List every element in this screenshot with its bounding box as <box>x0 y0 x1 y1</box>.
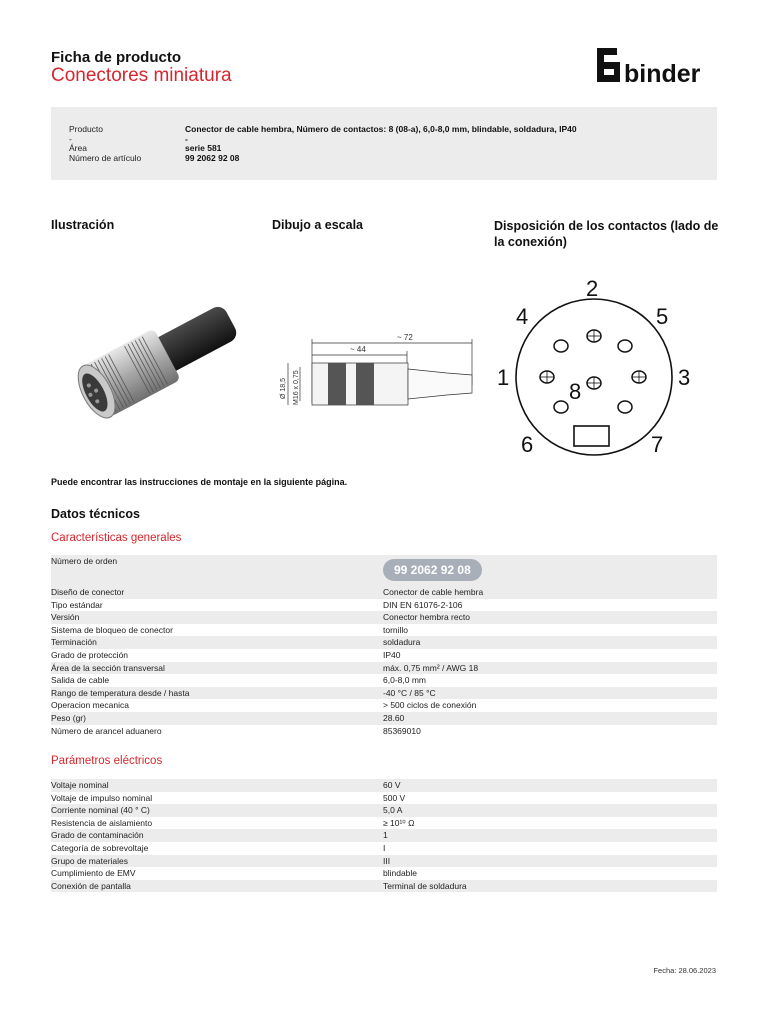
pin-label-7: 7 <box>651 432 664 456</box>
illustration-heading: Ilustración <box>51 218 115 232</box>
connector-illustration <box>51 276 256 441</box>
electrical-heading: Parámetros eléctricos <box>51 755 163 767</box>
date-footer: Fecha: 28.06.2023 <box>653 966 716 975</box>
table-row <box>51 555 717 586</box>
table-row <box>51 662 717 675</box>
spec-label: Terminación <box>51 636 383 649</box>
table-row <box>51 880 717 893</box>
table-row <box>51 636 717 649</box>
pin-label-4: 4 <box>516 304 529 329</box>
spec-value: 85369010 <box>383 725 717 738</box>
spec-value: I <box>383 842 717 855</box>
table-row <box>51 804 717 817</box>
table-row <box>51 779 717 792</box>
spec-value: máx. 0,75 mm² / AWG 18 <box>383 662 717 675</box>
spec-value: blindable <box>383 867 717 880</box>
spec-value: 60 V <box>383 779 717 792</box>
table-row <box>51 817 717 830</box>
pin-label-6: 6 <box>521 432 534 456</box>
spec-value: ≥ 10¹⁰ Ω <box>383 817 717 830</box>
order-label: Número de orden <box>51 555 383 586</box>
spec-label: Área de la sección transversal <box>51 662 383 675</box>
spec-value: 1 <box>383 829 717 842</box>
spec-value: tornillo <box>383 624 717 637</box>
spec-label: Peso (gr) <box>51 712 383 725</box>
info-value: serie 581 <box>185 143 222 153</box>
table-row <box>51 649 717 662</box>
spec-label: Cumplimiento de EMV <box>51 867 383 880</box>
pin-label-5: 5 <box>656 304 669 329</box>
info-label: Número de artículo <box>69 153 142 163</box>
spec-label: Tipo estándar <box>51 599 383 612</box>
spec-value: Terminal de soldadura <box>383 880 717 893</box>
info-label: Producto <box>69 124 104 134</box>
spec-value: 5,0 A <box>383 804 717 817</box>
spec-label: Conexión de pantalla <box>51 880 383 893</box>
info-value: 99 2062 92 08 <box>185 153 240 163</box>
spec-value: -40 °C / 85 °C <box>383 687 717 700</box>
table-row <box>51 699 717 712</box>
spec-label: Versión <box>51 611 383 624</box>
info-value: Conector de cable hembra, Número de contactos: 8 (08-a), 6,0-8,0 mm, blindable, soldadura, IP40 <box>185 124 577 134</box>
contact-layout <box>494 276 694 456</box>
table-row <box>51 855 717 868</box>
dim-diameter: Ø 18,5 <box>280 377 287 399</box>
spec-value: 28.60 <box>383 712 717 725</box>
spec-label: Voltaje nominal <box>51 779 383 792</box>
spec-value: IP40 <box>383 649 717 662</box>
spec-label: Voltaje de impulso nominal <box>51 792 383 805</box>
order-number-badge: 99 2062 92 08 <box>383 559 482 581</box>
binder-logo <box>597 46 719 86</box>
dim-body: ~ 44 <box>350 345 366 354</box>
table-row <box>51 611 717 624</box>
info-label: - <box>69 134 72 144</box>
spec-label: Grupo de materiales <box>51 855 383 868</box>
spec-label: Salida de cable <box>51 674 383 687</box>
electrical-table <box>51 779 717 892</box>
spec-label: Sistema de bloqueo de conector <box>51 624 383 637</box>
spec-label: Operacion mecanica <box>51 699 383 712</box>
info-value: - <box>185 134 188 144</box>
table-row <box>51 842 717 855</box>
tech-data-heading: Datos técnicos <box>51 507 140 521</box>
drawing-heading: Dibujo a escala <box>272 218 364 232</box>
pin-label-3: 3 <box>678 365 691 390</box>
spec-value: soldadura <box>383 636 717 649</box>
table-row <box>51 687 717 700</box>
table-row <box>51 674 717 687</box>
pin-label-2: 2 <box>586 276 599 301</box>
info-label: Área <box>69 143 87 153</box>
spec-label: Diseño de conector <box>51 586 383 599</box>
table-row <box>51 829 717 842</box>
general-heading: Características generales <box>51 532 182 544</box>
table-row <box>51 712 717 725</box>
spec-label: Número de arancel aduanero <box>51 725 383 738</box>
assembly-note: Puede encontrar las instrucciones de montaje en la siguiente página. <box>51 477 348 487</box>
spec-value: > 500 ciclos de conexión <box>383 699 717 712</box>
spec-label: Corriente nominal (40 ° C) <box>51 804 383 817</box>
spec-label: Resistencia de aislamiento <box>51 817 383 830</box>
dim-total: ~ 72 <box>397 333 413 342</box>
doc-title: Ficha de producto <box>51 49 182 66</box>
table-row <box>51 586 717 599</box>
pin-label-1: 1 <box>497 365 510 390</box>
general-table <box>51 555 717 737</box>
scale-drawing <box>272 325 487 415</box>
spec-value: 500 V <box>383 792 717 805</box>
table-row <box>51 792 717 805</box>
spec-label: Grado de contaminación <box>51 829 383 842</box>
spec-label: Grado de protección <box>51 649 383 662</box>
spec-value: III <box>383 855 717 868</box>
spec-value: Conector de cable hembra <box>383 586 717 599</box>
table-row <box>51 867 717 880</box>
table-row <box>51 624 717 637</box>
spec-value: 6,0-8,0 mm <box>383 674 717 687</box>
spec-label: Rango de temperatura desde / hasta <box>51 687 383 700</box>
table-row <box>51 725 717 738</box>
pin-label-8: 8 <box>569 379 582 404</box>
spec-value: DIN EN 61076-2-106 <box>383 599 717 612</box>
product-info-box <box>51 107 717 180</box>
brand-text: binder <box>624 60 701 86</box>
spec-value: Conector hembra recto <box>383 611 717 624</box>
spec-label: Categoría de sobrevoltaje <box>51 842 383 855</box>
dim-thread: M16 x 0,75 <box>293 370 300 405</box>
doc-subtitle: Conectores miniatura <box>51 65 232 86</box>
table-row <box>51 599 717 612</box>
contacts-heading: Disposición de los contactos (lado de la conexión) <box>494 219 719 249</box>
